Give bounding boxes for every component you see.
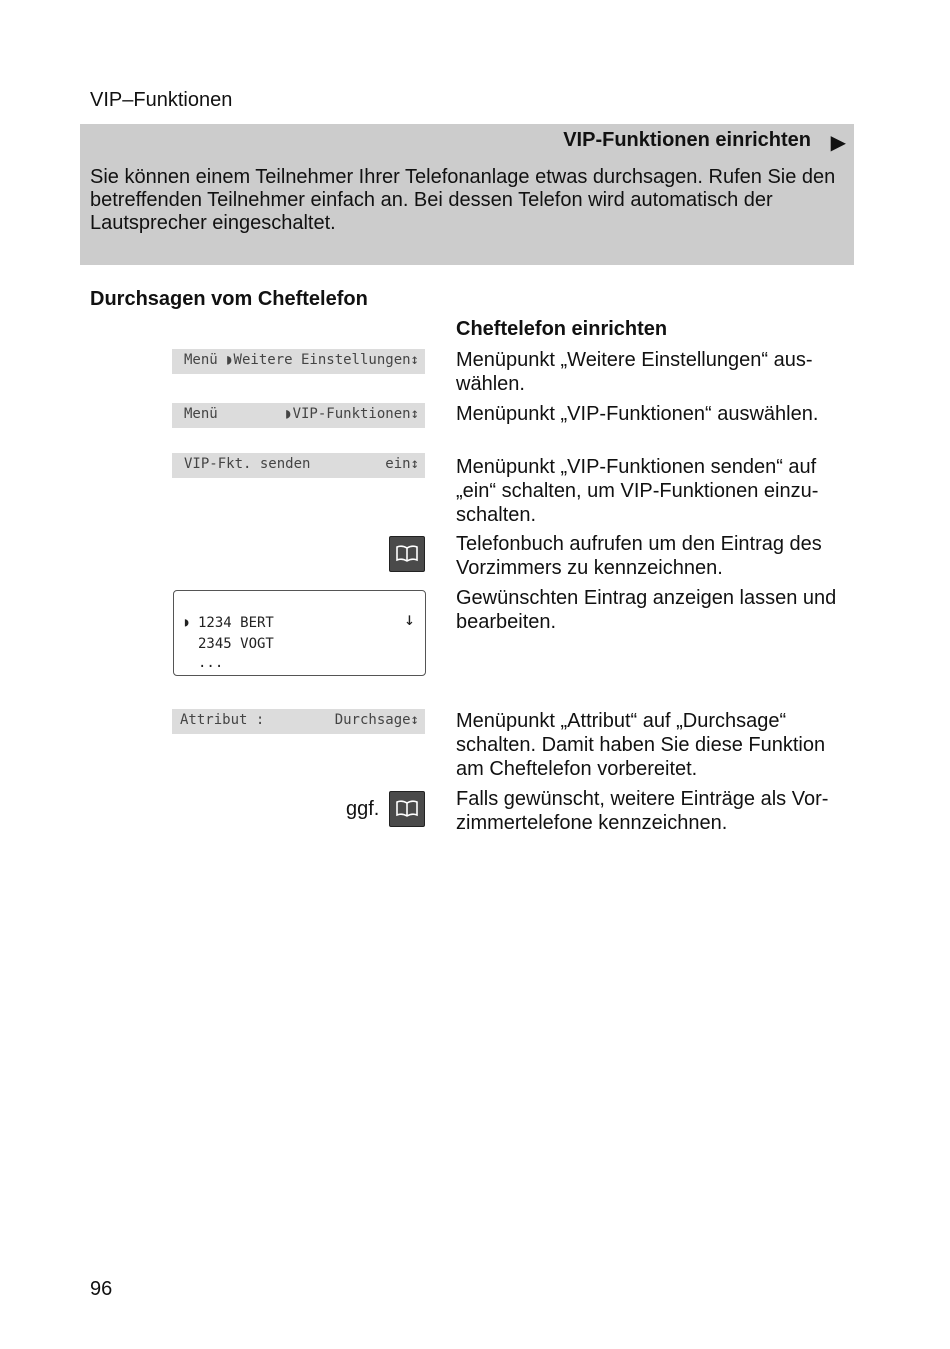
display-left: Menü	[184, 406, 218, 422]
display-attribute	[172, 709, 425, 734]
running-title: VIP–Funktionen	[90, 89, 233, 111]
step-description: Menüpunkt „Attribut“ auf „Durchsage“ schalten. Damit haben Sie diese Funktion am Cheftelefon vorbereitet.	[456, 710, 826, 780]
pointer-icon: ◗	[183, 615, 191, 629]
step-description: Menüpunkt „VIP-Funktionen senden“ auf „ein“ schalten, um VIP-Funktionen einzu- schalten.	[456, 456, 819, 526]
subsection-title: Cheftelefon einrichten	[456, 318, 668, 340]
continue-arrow-icon: ▶	[830, 132, 846, 154]
display-right: ◗Weitere Einstellungen↕	[225, 352, 419, 368]
book-icon	[395, 799, 419, 819]
display-right: Durchsage↕	[334, 712, 419, 728]
optional-label: ggf.	[346, 798, 380, 820]
section-banner	[80, 124, 854, 265]
display-menu-vip	[172, 403, 425, 428]
step-description: Telefonbuch aufrufen um den Eintrag des Vorzimmers zu kennzeichnen.	[456, 533, 822, 579]
phonebook-entry: ...	[198, 655, 224, 671]
display-menu-settings	[172, 349, 425, 374]
book-icon	[395, 544, 419, 564]
step-description: Menüpunkt „VIP-Funktionen“ auswählen.	[456, 403, 819, 425]
step-description: Falls gewünscht, weitere Einträge als Vor- zimmertelefone kennzeichnen.	[456, 788, 829, 834]
scroll-down-icon: ↓	[404, 609, 415, 630]
display-right: ◗VIP-Funktionen↕	[284, 406, 419, 422]
banner-intro: Sie können einem Teilnehmer Ihrer Telefonanlage etwas durchsagen. Rufen Sie den betreffenden Teilnehmer einfach an. Bei dessen Telefon wird automatisch der Lautsprecher eingeschaltet.	[90, 166, 836, 234]
page-number: 96	[90, 1278, 113, 1300]
step-description: Gewünschten Eintrag anzeigen lassen und bearbeiten.	[456, 587, 837, 633]
display-phonebook	[173, 590, 426, 676]
section-title: Durchsagen vom Cheftelefon	[90, 288, 368, 310]
phonebook-key[interactable]	[389, 791, 425, 827]
phonebook-key[interactable]	[389, 536, 425, 572]
display-left: Menü	[184, 352, 218, 368]
display-right: ein↕	[385, 456, 419, 472]
display-vip-send	[172, 453, 425, 478]
phonebook-entry: 1234 BERT	[198, 615, 274, 631]
phonebook-entry: 2345 VOGT	[198, 636, 274, 652]
step-description: Menüpunkt „Weitere Einstellungen“ aus- wählen.	[456, 349, 813, 395]
display-left: Attribut :	[180, 712, 265, 728]
display-left: VIP-Fkt. senden	[184, 456, 311, 472]
banner-title: VIP-Funktionen einrichten	[563, 129, 811, 151]
